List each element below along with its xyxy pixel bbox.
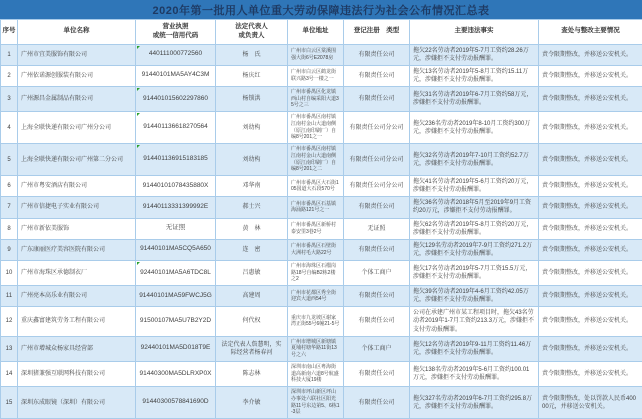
excel-flag-icon <box>137 88 140 91</box>
cell-reg-type: 有限责任公司 <box>344 239 410 260</box>
cell-seq: 6 <box>1 176 18 197</box>
header-action: 查处与整改主要情况 <box>539 20 642 45</box>
cell-action: 责令限期整改，并移送公安机关。 <box>539 260 642 285</box>
cell-violation: 拖欠12名劳动者2019年9-11月工资约11.46万元，涉嫌拒不支付劳动报酬罪。 <box>410 336 539 361</box>
cell-address: 深圳市坪山新区坪山办事处六联社区阳光路11号东边第5、6栋1-3层 <box>288 387 344 419</box>
cell-action: 责令限期整改，并移送公安机关。 <box>539 86 642 111</box>
cell-license-code: 914401136915183185 <box>136 144 216 176</box>
cell-seq: 15 <box>1 387 18 419</box>
cell-reg-type: 有限责任公司 <box>344 86 410 111</box>
table-body <box>1 44 642 419</box>
table-row <box>1 361 642 386</box>
cell-address: 广州市番禺区化龙镇西山村自编采阳大道35号之三 <box>288 86 344 111</box>
cell-violation: 拖欠36名劳动者2018年5月至2019年9月工资约20万元，涉嫌拒不支付劳动报酬罪。 <box>410 197 539 218</box>
cell-unit-name: 广州亮本高乐业有限公司 <box>18 286 136 307</box>
cell-seq: 8 <box>1 218 18 239</box>
cell-unit-name: 广东康丽医疗美容医院有限公司 <box>18 239 136 260</box>
cell-action: 责令限期整改，并移送公安机关。 <box>539 112 642 144</box>
cell-license-code: 91440101MA5CQ5A650 <box>136 239 216 260</box>
cell-legal-rep: 郝士兴 <box>216 197 288 218</box>
cell-legal-rep: 杨 氏 <box>216 44 288 65</box>
cell-action: 责令限期整改，并移送公安机关。 <box>539 286 642 307</box>
cell-legal-rep: 杨庆红 <box>216 65 288 86</box>
cell-address: 广州市花都区秀全街迎宾大道西54号 <box>288 286 344 307</box>
cell-seq: 7 <box>1 197 18 218</box>
cell-address: 广州市白云区棠溪围强大街6号E2078房 <box>288 44 344 65</box>
cell-license-code: 914401136618270564 <box>136 112 216 144</box>
cell-license-code: 无证照 <box>136 218 216 239</box>
cell-unit-name: 深圳东成眼镜（深圳）有限公司 <box>18 387 136 419</box>
table-row <box>1 218 642 239</box>
table-row <box>1 112 642 144</box>
cell-seq: 11 <box>1 286 18 307</box>
cell-seq: 12 <box>1 307 18 336</box>
table-row <box>1 176 642 197</box>
cell-legal-rep: 李介敏 <box>216 387 288 419</box>
cell-license-code: 914401015602297860 <box>136 86 216 111</box>
header-violation: 主要违法事实 <box>410 20 539 45</box>
cell-reg-type: 有限责任公司 <box>344 197 410 218</box>
cell-unit-name: 上海全联快递有限公司广州第二分公司 <box>18 144 136 176</box>
header-reg-type: 登记注册 类型 <box>344 20 410 45</box>
cell-address: 广州市番禺区南村镇江南村金山大道南侧（原江南印刷厂）自编8号201之二 <box>288 144 344 176</box>
cell-violation: 拖欠13名劳动者2019年5-8月工资约15.11万元，涉嫌拒不支付劳动报酬罪。 <box>410 65 539 86</box>
header-license-code: 营业执照 或统一信用代码 <box>136 20 216 45</box>
cell-action: 责令限期整改，并移送公安机关。 <box>539 361 642 386</box>
table-row <box>1 65 642 86</box>
cell-reg-type: 有限责任公司 <box>344 65 410 86</box>
cell-legal-rep: 黄 林 <box>216 218 288 239</box>
cell-license-code: 91440300578841690D <box>136 387 216 419</box>
cell-action: 责令限期整改，处以罚款人民币40000元，并移送公安机关。 <box>539 387 642 419</box>
cell-address: 广州市番禺区石基镇海涌路121号之一 <box>288 197 344 218</box>
cell-reg-type: 有限责任公司分公司 <box>344 176 410 197</box>
cell-unit-name: 广州依诺源创服装有限公司 <box>18 65 136 86</box>
cell-violation: 拖欠327名劳动者2019年6-7月工资约295.8万元，涉嫌拒不支付劳动报酬罪。 <box>410 387 539 419</box>
cell-license-code: 91440101078435880X <box>136 176 216 197</box>
cell-unit-name: 广州源昌金属制品有限公司 <box>18 86 136 111</box>
excel-flag-icon <box>137 262 140 265</box>
excel-flag-icon <box>137 46 140 49</box>
excel-flag-icon <box>137 113 140 116</box>
cell-reg-type: 有限责任公司分公司 <box>344 112 410 144</box>
cell-license-code: 92440101MA5A6TDC8L <box>136 260 216 285</box>
cell-reg-type: 个体工商户 <box>344 260 410 285</box>
cell-action: 责令限期整改，并移送公安机关。 <box>539 176 642 197</box>
cell-legal-rep: 吕惠敏 <box>216 260 288 285</box>
cell-action: 责令限期整改，并移送公安机关。 <box>539 336 642 361</box>
cell-unit-name: 深圳猪兼强互联网科技有限公司 <box>18 361 136 386</box>
cell-seq: 9 <box>1 239 18 260</box>
cell-license-code: 91440101MA5AY4C3M <box>136 65 216 86</box>
cell-legal-rep: 杨锁洪 <box>216 86 288 111</box>
cell-reg-type: 有限责任公司 <box>344 387 410 419</box>
cell-address: 广州市白云区鹤龙街联兴路3号一楼之一 <box>288 65 344 86</box>
cell-violation: 公司在承建广州市某工程项目时，拖欠43名劳动者2019年1-7月工资约213.3万元，涉嫌拒不支付劳动报酬罪。 <box>410 307 539 336</box>
cell-reg-type: 有限责任公司 <box>344 286 410 307</box>
cell-seq: 5 <box>1 144 18 176</box>
cell-license-code: 440111000772560 <box>136 44 216 65</box>
cell-seq: 1 <box>1 44 18 65</box>
cell-license-code: 92440101MA5D018T9E <box>136 336 216 361</box>
cell-violation: 拖欠236名劳动者2019年8-10月工资约300万元，涉嫌拒不支付劳动报酬罪。 <box>410 112 539 144</box>
cell-violation: 拖欠17名劳动者2019年5-7月工资15.5万元，涉嫌拒不支付劳动报酬罪。 <box>410 260 539 285</box>
cell-action: 责令限期整改，并移送公安机关。 <box>539 144 642 176</box>
table-header <box>1 20 642 45</box>
cell-legal-rep: 高建周 <box>216 286 288 307</box>
cell-legal-rep: 刘幼构 <box>216 144 288 176</box>
violations-table <box>0 19 642 419</box>
cell-unit-name: 上海全联快递有限公司广州分公司 <box>18 112 136 144</box>
table-row <box>1 260 642 285</box>
cell-seq: 2 <box>1 65 18 86</box>
cell-legal-rep: 何代权 <box>216 307 288 336</box>
table-row <box>1 144 642 176</box>
cell-reg-type: 有限责任公司 <box>344 44 410 65</box>
cell-unit-name: 广州市增城众杨家具经营部 <box>18 336 136 361</box>
cell-unit-name: 广州市粤安酒店有限公司 <box>18 176 136 197</box>
cell-license-code: 91440113331399992E <box>136 197 216 218</box>
table-row <box>1 286 642 307</box>
header-seq: 序号 <box>1 20 18 45</box>
cell-unit-name: 广州市海珠区承德制衣厂 <box>18 260 136 285</box>
table-row <box>1 86 642 111</box>
cell-reg-type: 有限责任公司 <box>344 361 410 386</box>
cell-violation: 拖欠31名劳动者2019年6-7月工资约58万元，涉嫌拒不支付劳动报酬罪。 <box>410 86 539 111</box>
header-address: 单位地址 <box>288 20 344 45</box>
page-title: 2020年第一批用人单位重大劳动保障违法行为社会公布情况汇总表 <box>152 4 490 17</box>
cell-action: 责令限期整改，并移送公安机关。 <box>539 65 642 86</box>
cell-seq: 4 <box>1 112 18 144</box>
table-row <box>1 387 642 419</box>
table-row <box>1 197 642 218</box>
cell-legal-rep: 法定代表人詹慧明，实际经营者杨春河 <box>216 336 288 361</box>
table-row <box>1 336 642 361</box>
cell-address: 深圳市南山区粤海街道高新南六道8号航盛科技大厦19楼 <box>288 361 344 386</box>
cell-address: 广州市番禺区南村镇江南村金山大道南侧（原江南印刷厂）自编8号201之一 <box>288 112 344 144</box>
cell-address: 广州市海珠区石榴岗路18号自编B2栋2楼之2 <box>288 260 344 285</box>
cell-seq: 14 <box>1 361 18 386</box>
cell-seq: 3 <box>1 86 18 111</box>
excel-flag-icon <box>137 145 140 148</box>
cell-license-code: 91440101MA59FWCJ5G <box>136 286 216 307</box>
cell-legal-rep: 邓华南 <box>216 176 288 197</box>
cell-violation: 拖欠22名劳动者2019年5-7月工资约28.26万元，涉嫌拒不支付劳动报酬罪。 <box>410 44 539 65</box>
cell-reg-type: 无证照 <box>344 218 410 239</box>
table-row <box>1 239 642 260</box>
cell-unit-name: 广州市信捷电子实业有限公司 <box>18 197 136 218</box>
cell-address: 广州市番禺区新桥村泰安里3巷2号 <box>288 218 344 239</box>
cell-reg-type: 有限责任公司 <box>344 307 410 336</box>
cell-violation: 拖欠39名劳动者2019年4-6月工资约42.05万元，涉嫌拒不支付劳动报酬罪。 <box>410 286 539 307</box>
table-row <box>1 307 642 336</box>
cell-legal-rep: 刘幼构 <box>216 112 288 144</box>
cell-address: 广州市番禺区石壁街大洲村毛大路22号 <box>288 239 344 260</box>
cell-violation: 拖欠32名劳动者2019年7-10月工资约52.7万元，涉嫌拒不支付劳动报酬罪。 <box>410 144 539 176</box>
cell-violation: 拖欠138名劳动者2019年5-6月工资约100.01万元，涉嫌拒不支付劳动报酬罪。 <box>410 361 539 386</box>
cell-action: 责令限期整改，并移送公安机关。 <box>539 307 642 336</box>
table-row <box>1 44 642 65</box>
cell-unit-name: 重庆鑫富建筑劳务工程有限公司 <box>18 307 136 336</box>
cell-license-code: 91500107MA5U7B2Y2D <box>136 307 216 336</box>
cell-seq: 10 <box>1 260 18 285</box>
cell-action: 责令限期整改，并移送公安机关。 <box>539 239 642 260</box>
cell-violation: 拖欠129名劳动者2019年7-9月工资约271.2万元，涉嫌拒不支付劳动报酬罪。 <box>410 239 539 260</box>
cell-legal-rep: 陈志林 <box>216 361 288 386</box>
cell-legal-rep: 连 密 <box>216 239 288 260</box>
cell-address: 广州市番禺区大石街105国道大石段570号 <box>288 176 344 197</box>
cell-action: 责令限期整改，并移送公安机关。 <box>539 218 642 239</box>
cell-unit-name: 广州市宜美服饰有限公司 <box>18 44 136 65</box>
cell-address: 广州市增城区新塘镇夏埔村塘华路11街13号之六 <box>288 336 344 361</box>
cell-reg-type: 有限责任公司分公司 <box>344 144 410 176</box>
cell-reg-type: 个体工商户 <box>344 336 410 361</box>
cell-seq: 13 <box>1 336 18 361</box>
cell-action: 责令限期整改，并移送公安机关。 <box>539 44 642 65</box>
header-unit-name: 单位名称 <box>18 20 136 45</box>
header-legal-rep: 法定代表人 或负责人 <box>216 20 288 45</box>
cell-address: 重庆市九龙坡区谢家湾正街55号6幢21-5号 <box>288 307 344 336</box>
cell-license-code: 91440300MA5DLRXP0X <box>136 361 216 386</box>
cell-unit-name: 广州市新依美服饰 <box>18 218 136 239</box>
cell-violation: 拖欠62名劳动者2019年5-8月工资约20万元，涉嫌拒不支付劳动报酬罪。 <box>410 218 539 239</box>
title-bar <box>0 0 642 19</box>
cell-action: 责令限期整改，并移送公安机关。 <box>539 197 642 218</box>
cell-violation: 拖欠41名劳动者2019年5-6月工资约20万元，涉嫌拒不支付劳动报酬罪。 <box>410 176 539 197</box>
